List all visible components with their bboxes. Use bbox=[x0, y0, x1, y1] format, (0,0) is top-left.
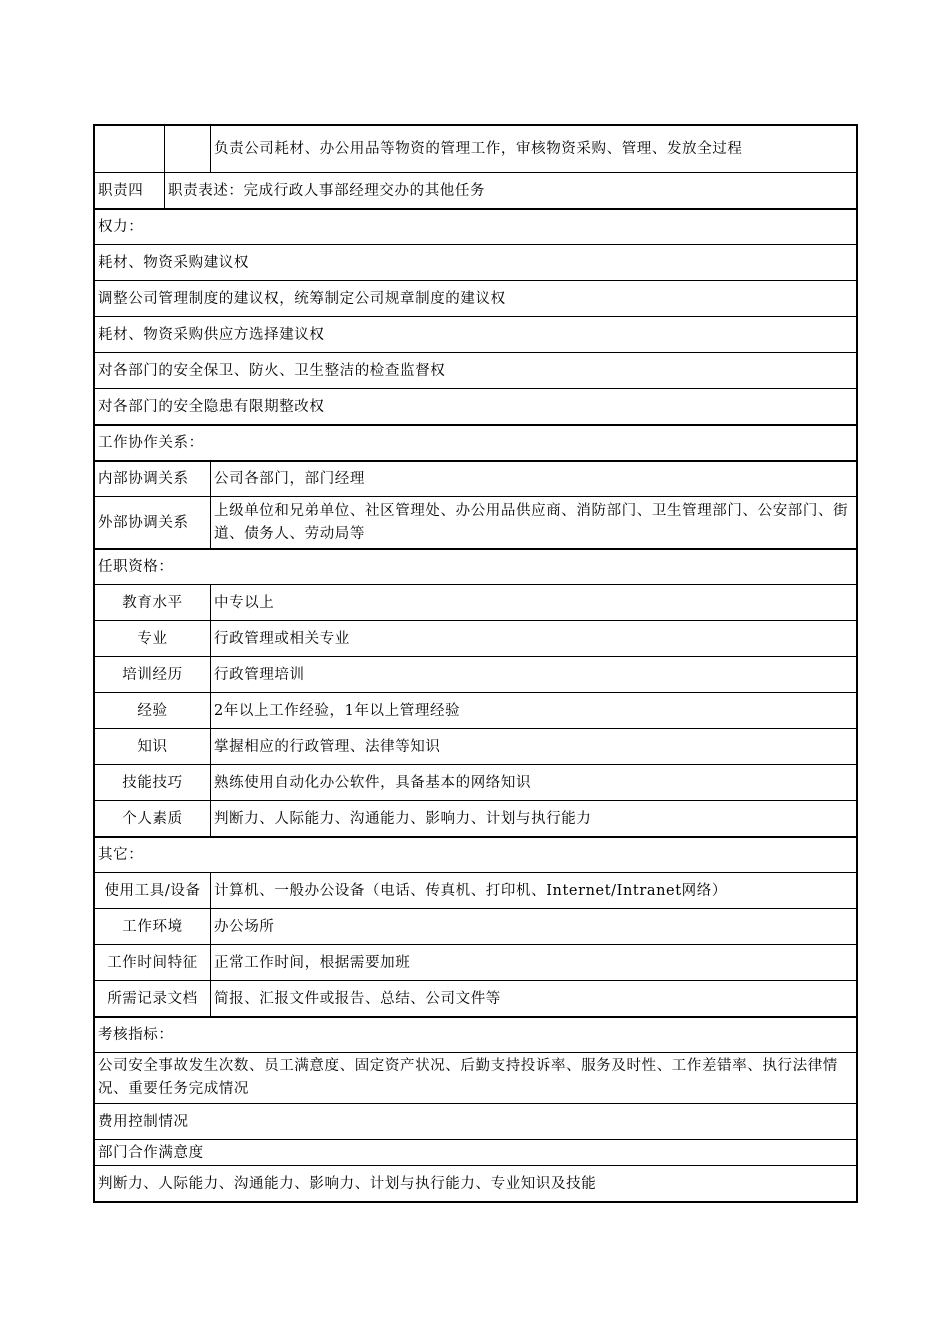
other-value: 计算机、一般办公设备（电话、传真机、打印机、Internet/Intranet网络） bbox=[210, 873, 856, 908]
duty-detail-row bbox=[95, 124, 856, 172]
assessment-item bbox=[95, 1052, 856, 1103]
other-value: 办公场所 bbox=[210, 909, 856, 944]
qualifications-title: 任职资格： bbox=[98, 559, 174, 575]
other-value: 正常工作时间，根据需要加班 bbox=[210, 945, 856, 980]
qualification-label: 知识 bbox=[137, 738, 168, 755]
qualification-value: 判断力、人际能力、沟通能力、影响力、计划与执行能力 bbox=[210, 801, 856, 836]
other-label: 工作环境 bbox=[122, 918, 183, 935]
duty-empty-cell bbox=[95, 126, 164, 172]
assessment-item-text: 判断力、人际能力、沟通能力、影响力、计划与执行能力、专业知识及技能 bbox=[98, 1175, 597, 1192]
assessment-item bbox=[95, 1103, 856, 1139]
qualification-label: 教育水平 bbox=[122, 594, 183, 611]
relations-label: 内部协调关系 bbox=[98, 471, 189, 487]
duty-empty-cell bbox=[164, 126, 210, 172]
qualification-row bbox=[95, 584, 856, 620]
qualification-value: 中专以上 bbox=[210, 585, 856, 620]
assessment-title: 考核指标： bbox=[98, 1027, 174, 1043]
authority-title: 权力： bbox=[98, 219, 144, 235]
duty-four-label: 职责四 bbox=[98, 182, 144, 199]
assessment-item-text: 费用控制情况 bbox=[98, 1113, 189, 1130]
assessment-item-text: 部门合作满意度 bbox=[98, 1144, 204, 1161]
other-title: 其它： bbox=[98, 847, 144, 863]
other-row bbox=[95, 944, 856, 980]
authority-item bbox=[95, 352, 856, 388]
relations-value: 公司各部门，部门经理 bbox=[210, 462, 856, 496]
assessment-item-text: 公司安全事故发生次数、员工满意度、固定资产状况、后勤支持投诉率、服务及时性、工作差错率、执行法律情况、重要任务完成情况 bbox=[98, 1058, 838, 1097]
qualification-label: 经验 bbox=[137, 702, 168, 719]
duty-detail-text: 负责公司耗材、办公用品等物资的管理工作，审核物资采购、管理、发放全过程 bbox=[210, 126, 856, 172]
authority-item-text: 耗材、物资采购供应方选择建议权 bbox=[98, 326, 325, 343]
qualification-value: 熟练使用自动化办公软件，具备基本的网络知识 bbox=[210, 765, 856, 800]
qualification-value: 行政管理或相关专业 bbox=[210, 621, 856, 656]
other-label: 所需记录文档 bbox=[107, 990, 198, 1007]
other-label: 使用工具/设备 bbox=[104, 882, 201, 899]
job-description-table bbox=[93, 124, 858, 1203]
qualification-value: 掌握相应的行政管理、法律等知识 bbox=[210, 729, 856, 764]
duty-four-text: 职责表述：完成行政人事部经理交办的其他任务 bbox=[164, 173, 856, 208]
qualification-label: 专业 bbox=[137, 630, 168, 647]
qualification-label: 个人素质 bbox=[122, 810, 183, 827]
qualification-row bbox=[95, 620, 856, 656]
authority-item-text: 对各部门的安全隐患有限期整改权 bbox=[98, 398, 325, 415]
qualification-row bbox=[95, 764, 856, 800]
assessment-item bbox=[95, 1165, 856, 1201]
qualification-value: 2年以上工作经验，1年以上管理经验 bbox=[210, 693, 856, 728]
relations-title: 工作协作关系： bbox=[98, 435, 204, 451]
assessment-item bbox=[95, 1139, 856, 1165]
qualification-label: 培训经历 bbox=[122, 666, 183, 683]
qualification-label: 技能技巧 bbox=[122, 774, 183, 791]
qualification-value: 行政管理培训 bbox=[210, 657, 856, 692]
qualification-row bbox=[95, 656, 856, 692]
relations-row bbox=[95, 460, 856, 496]
other-label: 工作时间特征 bbox=[107, 954, 198, 971]
other-heading bbox=[95, 836, 856, 872]
authority-item-text: 调整公司管理制度的建议权，统筹制定公司规章制度的建议权 bbox=[98, 290, 506, 307]
authority-item-text: 对各部门的安全保卫、防火、卫生整洁的检查监督权 bbox=[98, 362, 446, 379]
authority-item bbox=[95, 244, 856, 280]
authority-heading bbox=[95, 208, 856, 244]
qualification-row bbox=[95, 800, 856, 836]
relations-value: 上级单位和兄弟单位、社区管理处、办公用品供应商、消防部门、卫生管理部门、公安部门、街道、债务人、劳动局等 bbox=[210, 497, 856, 548]
authority-item-text: 耗材、物资采购建议权 bbox=[98, 254, 249, 271]
authority-item bbox=[95, 388, 856, 424]
authority-item bbox=[95, 280, 856, 316]
qualifications-heading bbox=[95, 548, 856, 584]
qualification-row bbox=[95, 728, 856, 764]
relations-row bbox=[95, 496, 856, 548]
authority-item bbox=[95, 316, 856, 352]
other-row bbox=[95, 980, 856, 1016]
other-row bbox=[95, 908, 856, 944]
relations-heading bbox=[95, 424, 856, 460]
other-value: 简报、汇报文件或报告、总结、公司文件等 bbox=[210, 981, 856, 1016]
assessment-heading bbox=[95, 1016, 856, 1052]
duty-four-row bbox=[95, 172, 856, 208]
other-row bbox=[95, 872, 856, 908]
qualification-row bbox=[95, 692, 856, 728]
relations-label: 外部协调关系 bbox=[98, 514, 189, 531]
